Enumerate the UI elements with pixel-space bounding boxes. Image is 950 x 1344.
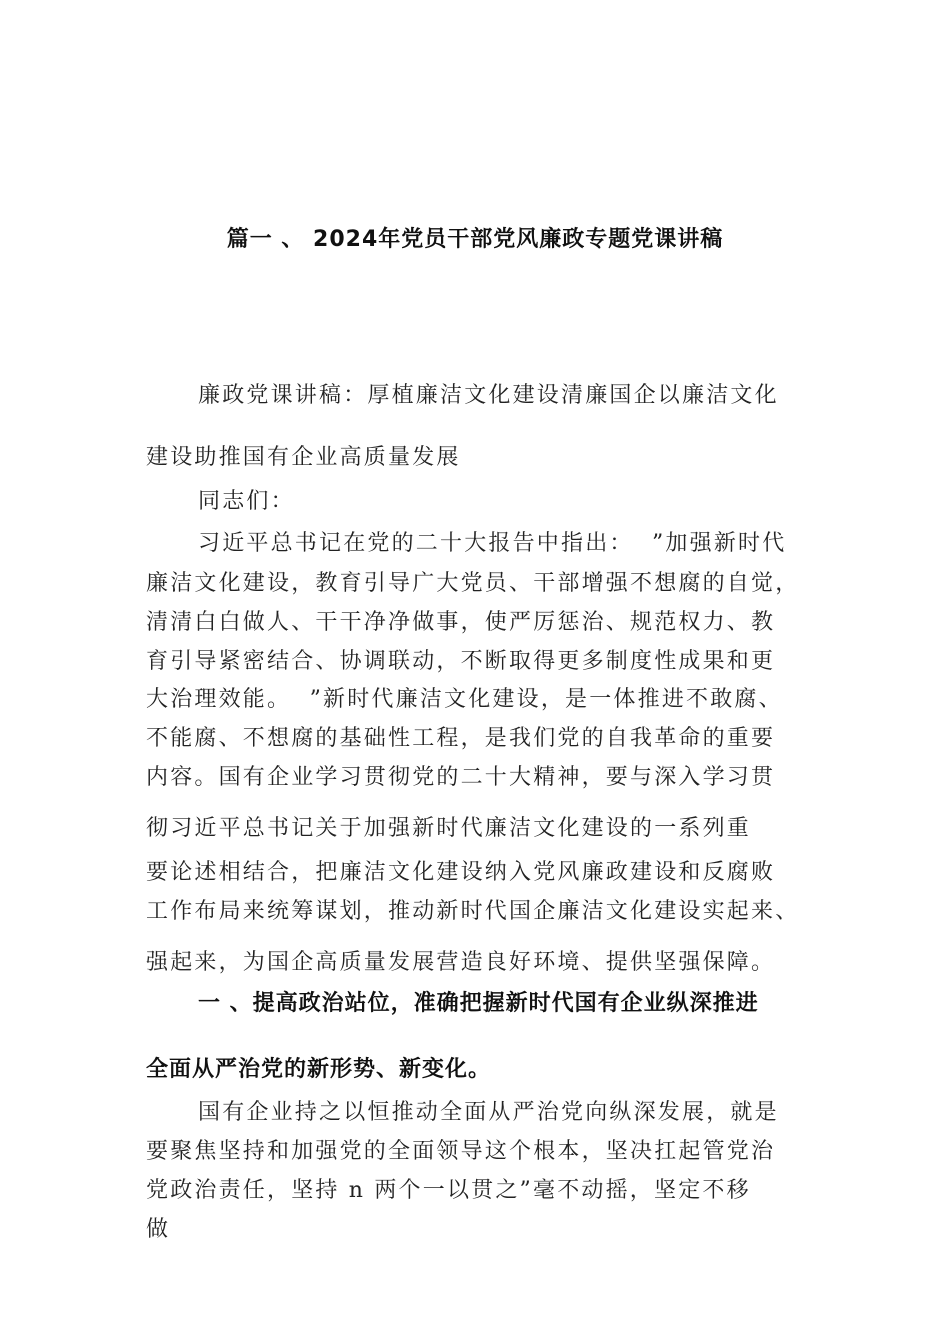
paragraph-line: 清清白白做人、干干净净做事，使严厉惩治、规范权力、教 [146,610,776,635]
paragraph-line: 彻习近平总书记关于加强新时代廉洁文化建设的一系列重 [146,816,752,841]
paragraph-line: 同志们： [198,489,295,514]
section-heading: 一 、提高政治站位，准确把握新时代国有企业纵深推进 [198,991,759,1016]
section-heading: 全面从严治党的新形势、新变化。 [146,1057,492,1082]
document-title: 篇一 、 2024年党员干部党风廉政专题党课讲稿 [226,227,724,252]
paragraph-line: 要论述相结合，把廉洁文化建设纳入党风廉政建设和反腐败 [146,860,776,885]
paragraph-line: 廉政党课讲稿：厚植廉洁文化建设清廉国企以廉洁文化 [198,383,779,408]
paragraph-line: 工作布局来统筹谋划，推动新时代国企廉洁文化建设实起来、 [146,899,800,924]
paragraph-line: 廉洁文化建设，教育引导广大党员、干部增强不想腐的自觉， [146,571,800,596]
paragraph-line: 做 [146,1217,171,1242]
paragraph-line: 育引导紧密结合、协调联动，不断取得更多制度性成果和更 [146,649,776,674]
paragraph-line: 不能腐、不想腐的基础性工程，是我们党的自我革命的重要 [146,726,776,751]
paragraph-line: 强起来，为国企高质量发展营造良好环境、提供坚强保障。 [146,950,776,975]
paragraph-line: 内容。国有企业学习贯彻党的二十大精神，要与深入学习贯 [146,765,776,790]
paragraph-line: 习近平总书记在党的二十大报告中指出： ”加强新时代 [198,531,787,556]
paragraph-line: 党政治责任，坚持 n 两个一以贯之”毫不动摇，坚定不移 [146,1178,751,1203]
paragraph-line: 要聚焦坚持和加强党的全面领导这个根本，坚决扛起管党治 [146,1139,776,1164]
paragraph-line: 大治理效能。 ”新时代廉洁文化建设，是一体推进不敢腐、 [146,687,783,712]
paragraph-line: 建设助推国有企业高质量发展 [146,445,461,470]
paragraph-line: 国有企业持之以恒推动全面从严治党向纵深发展，就是 [198,1100,779,1125]
